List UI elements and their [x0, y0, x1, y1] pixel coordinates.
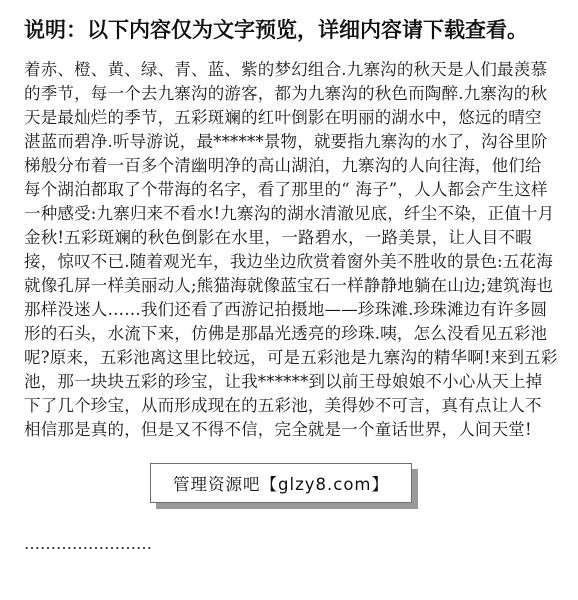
document-body-text: 着赤、橙、黄、绿、青、蓝、紫的梦幻组合.九寨沟的秋天是人们最羡慕的季节，每一个去九寨沟的游客，都为九寨沟的秋色而陶醉.九寨沟的秋天是最灿烂的季节，五彩斑斓的红叶倒影在明丽的湖水中，悠远的晴空湛蓝而碧净.听导游说，最******景物，就要指九寨沟的水了，沟谷里阶梯般分布着一百多个清幽明净的高山湖泊，九寨沟的人向往海，他们给每个湖泊都取了个带海的名字，看了那里的“ 海子”，人人都会产生这样一种感受:九寨归来不看水!九寨沟的湖水清澈见底，纤尘不染，正值十月金秋!五彩斑斓的秋色倒影在水里，一路碧水，一路美景，让人目不暇接，惊叹不已.随着观光车，我边坐边欣赏着窗外美不胜收的景色:五花海就像孔屏一样美丽动人;熊猫海就像蓝宝石一样静静地躺在山边;建筑海也那样没迷人……我们还看了西游记拍摄地——珍珠滩.珍珠滩边有许多圆形的石头，水流下来，仿佛是那晶光透亮的珍珠.咦，怎么没看见五彩池呢?原来，五彩池离这里比较远，可是五彩池是九寨沟的精华啊!来到五彩池，那一块块五彩的珍宝，让我******到以前王母娘娘不小心从天上掉下了几个珍宝，从而形成现在的五彩池，美得妙不可言，真有点让人不相信那是真的，但是又不得不信，完全就是一个童话世界，人间天堂! [24, 60, 558, 439]
continuation-dots: …………………… [24, 534, 152, 553]
watermark-stamp: 管理资源吧【glzy8.com】 [150, 463, 412, 503]
preview-notice: 说明：以下内容仅为文字预览，详细内容请下载查看。 [24, 18, 528, 42]
